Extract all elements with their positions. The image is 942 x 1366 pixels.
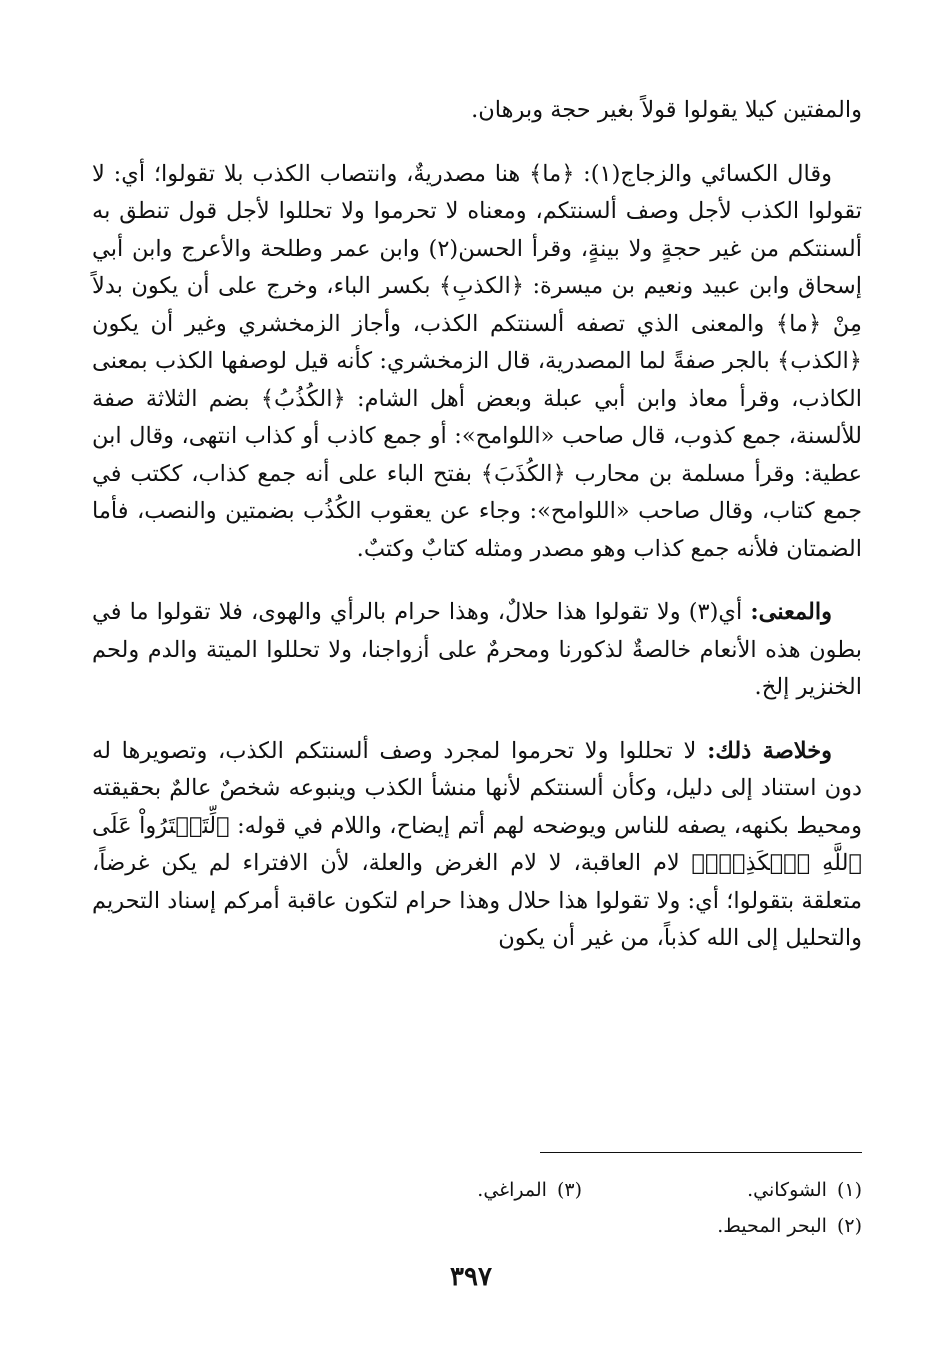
paragraph-readings — [92, 156, 862, 569]
page-number: ٣٩٧ — [450, 1262, 492, 1292]
footnote-divider — [540, 1152, 862, 1153]
page-body — [92, 92, 862, 958]
paragraph-meaning-lead: والمعنى: — [750, 599, 833, 625]
footnote-text: الشوكاني. — [747, 1179, 827, 1201]
paragraph-intro-text: والمفتين كيلا يقولوا قولاً بغير حجة وبرهان. — [471, 97, 862, 123]
paragraph-intro — [92, 92, 862, 130]
footnote-row — [302, 1208, 862, 1244]
footnote-number: (٣) — [556, 1179, 582, 1201]
paragraph-readings-text: وقال الكسائي والزجاج(١): ﴿ما﴾ هنا مصدريةٌ، وانتصاب الكذب بلا تقولوا؛ أي: لا تقولوا الكذب لأجل وصف ألسنتكم، ومعناه لا تحرموا ولا تحللوا لأجل قول تنطق به ألسنتكم من غير حجةٍ ولا بينةٍ، وقرأ الحسن(٢) وابن عمر وطلحة والأعرج وابن أبي إسحاق وابن عبيد ونعيم بن ميسرة: ﴿الكذبِ﴾ بكسر الباء، وخرج على أن يكون بدلاً مِنْ ﴿ما﴾ والمعنى الذي تصفه ألسنتكم الكذب، وأجاز الزمخشري وغير أن يكون ﴿الكذب﴾ بالجر صفةً لما المصدرية، قال الزمخشري: كأنه قيل لوصفها الكذب بمعنى الكاذب، وقرأ معاذ وابن أبي عبلة وبعض أهل الشام: ﴿الكُذُبُ﴾ بضم الثلاثة صفة للألسنة، جمع كذوب، قال صاحب «اللوامح»: أو جمع كاذب أو كذاب انتهى، وقال ابن عطية: وقرأ مسلمة بن محارب ﴿الكُذَبَ﴾ بفتح الباء على أنه جمع كذاب، ككتب في جمع كتاب، وقال صاحب «اللوامح»: وجاء عن يعقوب الكُذُب بضمتين والنصب، فأما الضمتان فلأنه جمع كذاب وهو مصدر ومثله كتابٌ وكتبٌ. — [92, 160, 862, 562]
paragraph-summary-text: لا تحللوا ولا تحرموا لمجرد وصف ألسنتكم الكذب، وتصويرها له دون استناد إلى دليل، وكأن ألسنتكم لأنها منشأ الكذب وينبوعه شخصٌ عالمٌ بحقيقته ومحيط بكنهه، يصفه للناس ويوضحه لهم أتم إيضاح، واللام في قوله: ﴿لِّتَفۡتَرُواْ عَلَى ٱللَّهِ ٱلۡكَذِبَۚ﴾ لام العاقبة، لا لام الغرض والعلة، لأن الافتراء لم يكن غرضاً، متعلقة بتقولوا؛ أي: ولا تقولوا هذا حلال وهذا حرام لتكون عاقبة أمركم إسناد التحريم والتحليل إلى الله كذباً، من غير أن يكون — [92, 737, 862, 951]
footnote-3 — [302, 1172, 582, 1208]
paragraph-meaning-text: أي(٣) ولا تقولوا هذا حلالٌ، وهذا حرام بالرأي والهوى، فلا تقولوا ما في بطون هذه الأنعام خالصةٌ لذكورنا ومحرمٌ على أزواجنا، ولا تحللوا الميتة والدم ولحم الخنزير إلخ. — [92, 599, 862, 700]
paragraph-summary — [92, 733, 862, 958]
footnote-text: البحر المحيط. — [717, 1215, 827, 1237]
footnote-text: المراغي. — [477, 1179, 547, 1201]
paragraph-summary-lead: وخلاصة ذلك: — [707, 737, 832, 764]
footnote-2 — [582, 1208, 862, 1244]
footnote-1 — [582, 1172, 862, 1208]
paragraph-meaning — [92, 594, 862, 707]
footnote-number: (١) — [836, 1179, 862, 1201]
footnotes — [302, 1172, 862, 1244]
footnote-row — [302, 1172, 862, 1208]
footnote-number: (٢) — [836, 1215, 862, 1237]
